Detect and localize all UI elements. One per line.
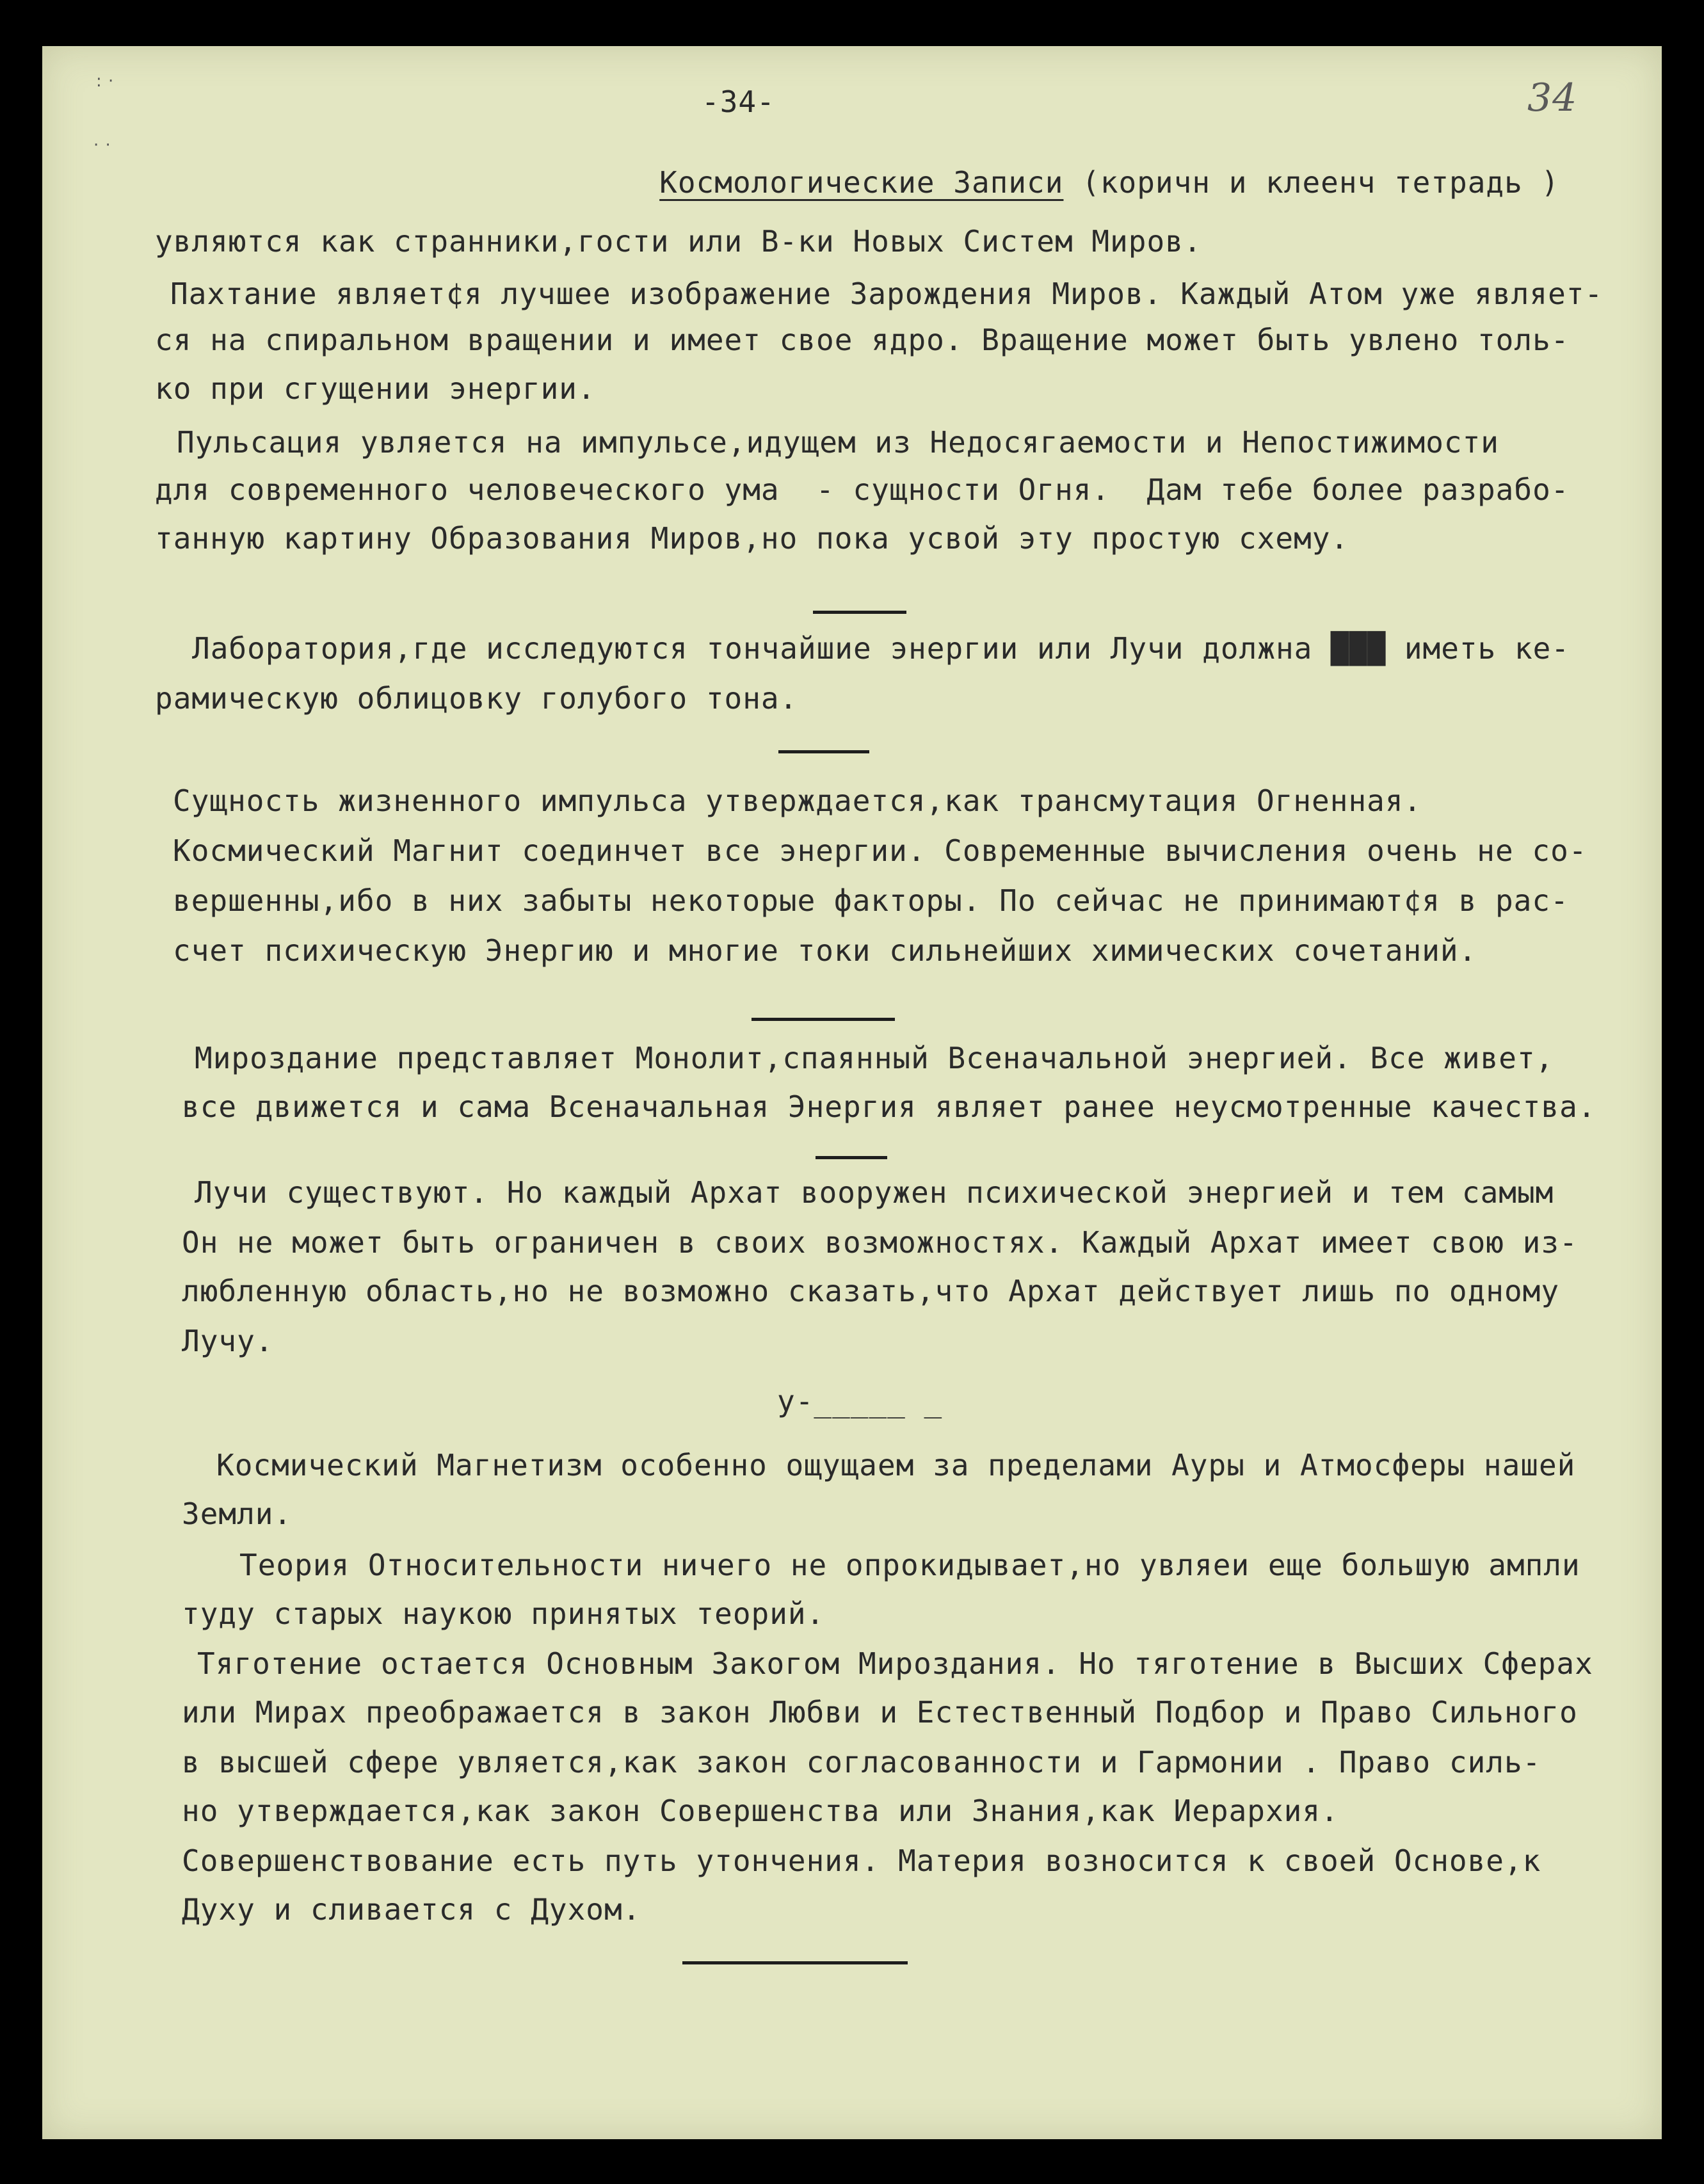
text-line: Лучи существуют. Но каждый Архат вооружен психической энергией и тем самым [195, 1175, 1554, 1210]
text-line: но утверждается,как закон Совершенства или Знания,как Иерархия. [182, 1794, 1339, 1828]
text-line: Он не может быть ограничен в своих возможностях. Каждый Архат имеет свою из- [182, 1225, 1578, 1260]
text-line: Космический Магнетизм особенно ощущаем за пределами Ауры и Атмосферы нашей [216, 1448, 1576, 1482]
text-line: Тяготение остается Основным Закогом Мироздания. Но тяготение в Высших Сферах [197, 1646, 1593, 1681]
text-line: Космический Магнит соединчет все энергии. Современные вычисления очень не со- [173, 833, 1587, 868]
document-page [42, 46, 1662, 2139]
margin-mark: : · [96, 72, 115, 91]
section-divider [816, 1156, 887, 1159]
text-line: ко при сгущении энергии. [155, 371, 596, 406]
text-line: ся на спиральном вращении и имеет свое ядро. Вращение может быть увлено толь- [155, 323, 1570, 357]
section-divider [813, 611, 906, 614]
text-line: любленную область,но не возможно сказать,что Архат действует лишь по одному [182, 1274, 1560, 1308]
text-line: увляются как странники,гости или В-ки Новых Систем Миров. [155, 224, 1202, 259]
page-heading [549, 138, 1559, 227]
text-line: Совершенствование есть путь утончения. Материя возносится к своей Основе,к [182, 1843, 1541, 1878]
text-line: Лучу. [182, 1324, 274, 1358]
margin-mark: · · [93, 136, 111, 155]
text-line: танную картину Образования Миров,но пока усвой эту простую схему. [155, 521, 1349, 556]
section-divider [682, 1961, 908, 1964]
text-line: или Мирах преображается в закон Любви и Естественный Подбор и Право Сильного [182, 1695, 1578, 1730]
text-line: туду старых наукою принятых теорий. [182, 1596, 825, 1631]
text-line: Мироздание представляет Монолит,спаянный Всеначальной энергией. Все живет, [195, 1041, 1554, 1075]
page-number-handwritten: 34 [1527, 76, 1578, 120]
text-line: вершенны,ибо в них забыты некоторые факторы. По сейчас не принимают¢я в рас- [173, 883, 1569, 918]
section-mark: у-_____ _ [777, 1384, 943, 1418]
heading-title: Космологические Записи [659, 165, 1064, 200]
text-line: рамическую облицовку голубого тона. [155, 681, 798, 716]
text-line: Духу и сливается с Духом. [182, 1892, 641, 1927]
text-line: Пульсация увляется на импульсе,идущем из Недосягаемости и Непостижимости [177, 425, 1499, 460]
text-line: Сущность жизненного импульса утверждается,как трансмутация Огненная. [173, 783, 1422, 818]
page-number-typed: -34- [702, 84, 775, 119]
section-divider [778, 750, 869, 753]
text-line: Теория Относительности ничего не опрокидывает,но увляеи еще большую ампли [239, 1548, 1580, 1582]
text-line: все движется и сама Всеначальная Энергия являет ранее неусмотренные качества. [182, 1089, 1596, 1124]
heading-suffix: (коричн и клеенч тетрадь ) [1082, 165, 1560, 200]
text-line: Лаборатория,где исследуются тончайшие энергии или Лучи должна ███ иметь ке- [192, 631, 1570, 666]
text-line: в высшей сфере увляется,как закон согласованности и Гармонии . Право силь- [182, 1745, 1541, 1779]
text-line: счет психическую Энергию и многие токи сильнейших химических сочетаний. [173, 933, 1477, 968]
text-line: Пахтание являет¢я лучшее изображение Зарождения Миров. Каждый Атом уже являет- [170, 277, 1604, 311]
text-line: для современного человеческого ума - сущности Огня. Дам тебе более разрабо- [155, 472, 1570, 507]
text-line: Земли. [182, 1497, 293, 1531]
section-divider [752, 1018, 895, 1021]
